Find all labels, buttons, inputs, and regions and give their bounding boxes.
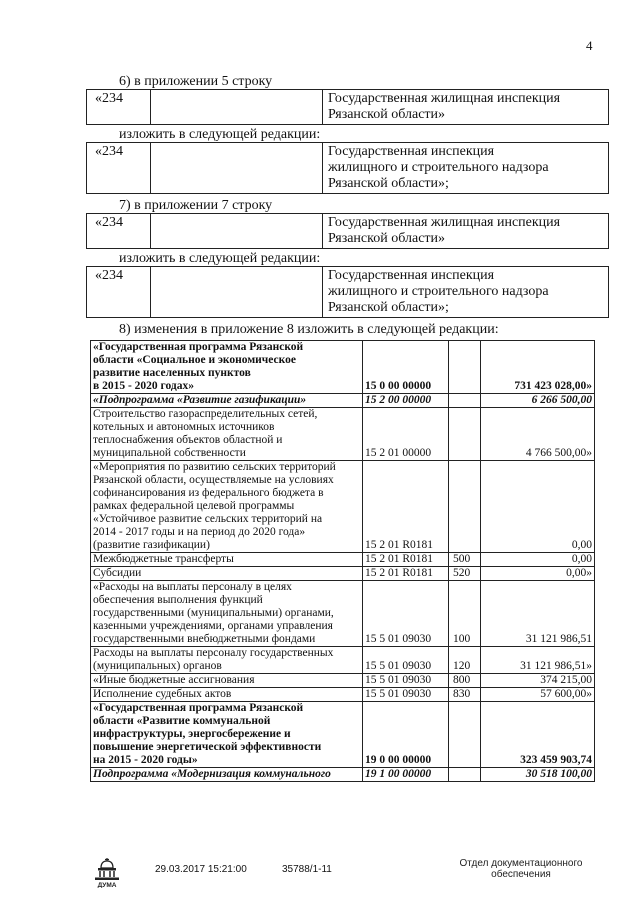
row-amount: 31 121 986,51» bbox=[481, 647, 595, 674]
row-amount: 323 459 903,74 bbox=[481, 702, 595, 768]
row-expense-type bbox=[449, 341, 481, 394]
table-row bbox=[91, 581, 595, 647]
table-row bbox=[91, 341, 595, 394]
row-text: Государственная жилищная инспекция Рязанской области» bbox=[323, 90, 609, 125]
table-row bbox=[91, 408, 595, 461]
row-expense-type bbox=[449, 768, 481, 782]
row-code: 19 1 00 00000 bbox=[363, 768, 449, 782]
row-amount: 6 266 500,00 bbox=[481, 394, 595, 408]
duma-logo-icon bbox=[92, 856, 122, 888]
row-amount: 4 766 500,00» bbox=[481, 408, 595, 461]
row-text: Государственная инспекция жилищного и строительного надзора Рязанской области»; bbox=[323, 143, 609, 194]
row-expense-type bbox=[449, 461, 481, 553]
row-expense-type: 100 bbox=[449, 581, 481, 647]
row-code: «234 bbox=[87, 267, 151, 318]
section-6-mid: изложить в следующей редакции: bbox=[119, 127, 321, 142]
section-7-old-row-table bbox=[86, 213, 609, 249]
table-row bbox=[91, 702, 595, 768]
row-expense-type: 500 bbox=[449, 553, 481, 567]
row-amount: 731 423 028,00» bbox=[481, 341, 595, 394]
section-7-intro: 7) в приложении 7 строку bbox=[119, 198, 273, 213]
row-name: «Мероприятия по развитию сельских территорий Рязанской области, осуществляемые на условиях софинансирования из федерального бюджета в рамках федеральной целевой программы «Устойчивое развитие сельских территорий на 2014 - 2017 годы и на период до 2020 года» (развитие газификации) bbox=[91, 461, 363, 553]
footer-datetime: 29.03.2017 15:21:00 bbox=[155, 864, 247, 875]
row-text: Государственная жилищная инспекция Рязанской области» bbox=[323, 214, 609, 249]
row-amount: 31 121 986,51 bbox=[481, 581, 595, 647]
table-row bbox=[91, 768, 595, 782]
budget-table bbox=[90, 340, 595, 782]
row-code: «234 bbox=[87, 214, 151, 249]
row-name: Межбюджетные трансферты bbox=[91, 553, 363, 567]
page-number: 4 bbox=[586, 38, 593, 53]
row-code: 15 0 00 00000 bbox=[363, 341, 449, 394]
row-name: «Государственная программа Рязанской области «Развитие коммунальной инфраструктуры, энергосбережение и повышение энергетической эффективности на 2015 - 2020 годы» bbox=[91, 702, 363, 768]
row-text: Государственная инспекция жилищного и строительного надзора Рязанской области»; bbox=[323, 267, 609, 318]
row-name: «Расходы на выплаты персоналу в целях обеспечения выполнения функций государственными (муниципальными) органами, казенными учреждениями, органами управления государственными внебюджетными фондами bbox=[91, 581, 363, 647]
row-empty-cell bbox=[151, 267, 323, 318]
section-7-new-row-table bbox=[86, 266, 609, 318]
row-empty-cell bbox=[151, 90, 323, 125]
row-code: 15 2 01 00000 bbox=[363, 408, 449, 461]
table-row bbox=[91, 567, 595, 581]
row-code: 19 0 00 00000 bbox=[363, 702, 449, 768]
row-expense-type: 120 bbox=[449, 647, 481, 674]
row-empty-cell bbox=[151, 214, 323, 249]
row-name: Строительство газораспределительных сетей, котельных и автономных источников теплоснабжения объектов областной и муниципальной собственности bbox=[91, 408, 363, 461]
table-row bbox=[91, 461, 595, 553]
row-code: 15 5 01 09030 bbox=[363, 581, 449, 647]
row-amount: 30 518 100,00 bbox=[481, 768, 595, 782]
row-name: Расходы на выплаты персоналу государственных (муниципальных) органов bbox=[91, 647, 363, 674]
row-expense-type bbox=[449, 408, 481, 461]
row-expense-type: 800 bbox=[449, 674, 481, 688]
row-code: 15 2 00 00000 bbox=[363, 394, 449, 408]
section-6-intro: 6) в приложении 5 строку bbox=[119, 74, 273, 89]
row-code: «234 bbox=[87, 143, 151, 194]
row-expense-type: 520 bbox=[449, 567, 481, 581]
row-expense-type bbox=[449, 394, 481, 408]
row-name: «Государственная программа Рязанской области «Социальное и экономическое развитие населенных пунктов в 2015 - 2020 годах» bbox=[91, 341, 363, 394]
row-amount: 374 215,00 bbox=[481, 674, 595, 688]
row-code: 15 2 01 R0181 bbox=[363, 461, 449, 553]
row-code: «234 bbox=[87, 90, 151, 125]
row-amount: 57 600,00» bbox=[481, 688, 595, 702]
table-row bbox=[91, 553, 595, 567]
table-row bbox=[91, 394, 595, 408]
row-code: 15 5 01 09030 bbox=[363, 674, 449, 688]
section-7-mid: изложить в следующей редакции: bbox=[119, 251, 321, 266]
footer-reg-number: 35788/1-11 bbox=[282, 864, 332, 875]
row-name: «Подпрограмма «Развитие газификации» bbox=[91, 394, 363, 408]
section-6-old-row-table bbox=[86, 89, 609, 125]
row-amount: 0,00» bbox=[481, 567, 595, 581]
table-row bbox=[91, 688, 595, 702]
table-row bbox=[91, 647, 595, 674]
row-name: «Иные бюджетные ассигнования bbox=[91, 674, 363, 688]
section-8-intro: 8) изменения в приложение 8 изложить в следующей редакции: bbox=[119, 322, 499, 337]
row-empty-cell bbox=[151, 143, 323, 194]
department-stamp: Отдел документационного обеспечения bbox=[459, 858, 583, 880]
row-code: 15 2 01 R0181 bbox=[363, 567, 449, 581]
section-6-new-row-table bbox=[86, 142, 609, 194]
row-name: Субсидии bbox=[91, 567, 363, 581]
row-name: Подпрограмма «Модернизация коммунального bbox=[91, 768, 363, 782]
row-name: Исполнение судебных актов bbox=[91, 688, 363, 702]
row-code: 15 5 01 09030 bbox=[363, 647, 449, 674]
table-row bbox=[91, 674, 595, 688]
row-amount: 0,00 bbox=[481, 461, 595, 553]
duma-logo-text: ДУМА bbox=[97, 882, 117, 888]
row-code: 15 2 01 R0181 bbox=[363, 553, 449, 567]
row-code: 15 5 01 09030 bbox=[363, 688, 449, 702]
row-amount: 0,00 bbox=[481, 553, 595, 567]
row-expense-type: 830 bbox=[449, 688, 481, 702]
row-expense-type bbox=[449, 702, 481, 768]
